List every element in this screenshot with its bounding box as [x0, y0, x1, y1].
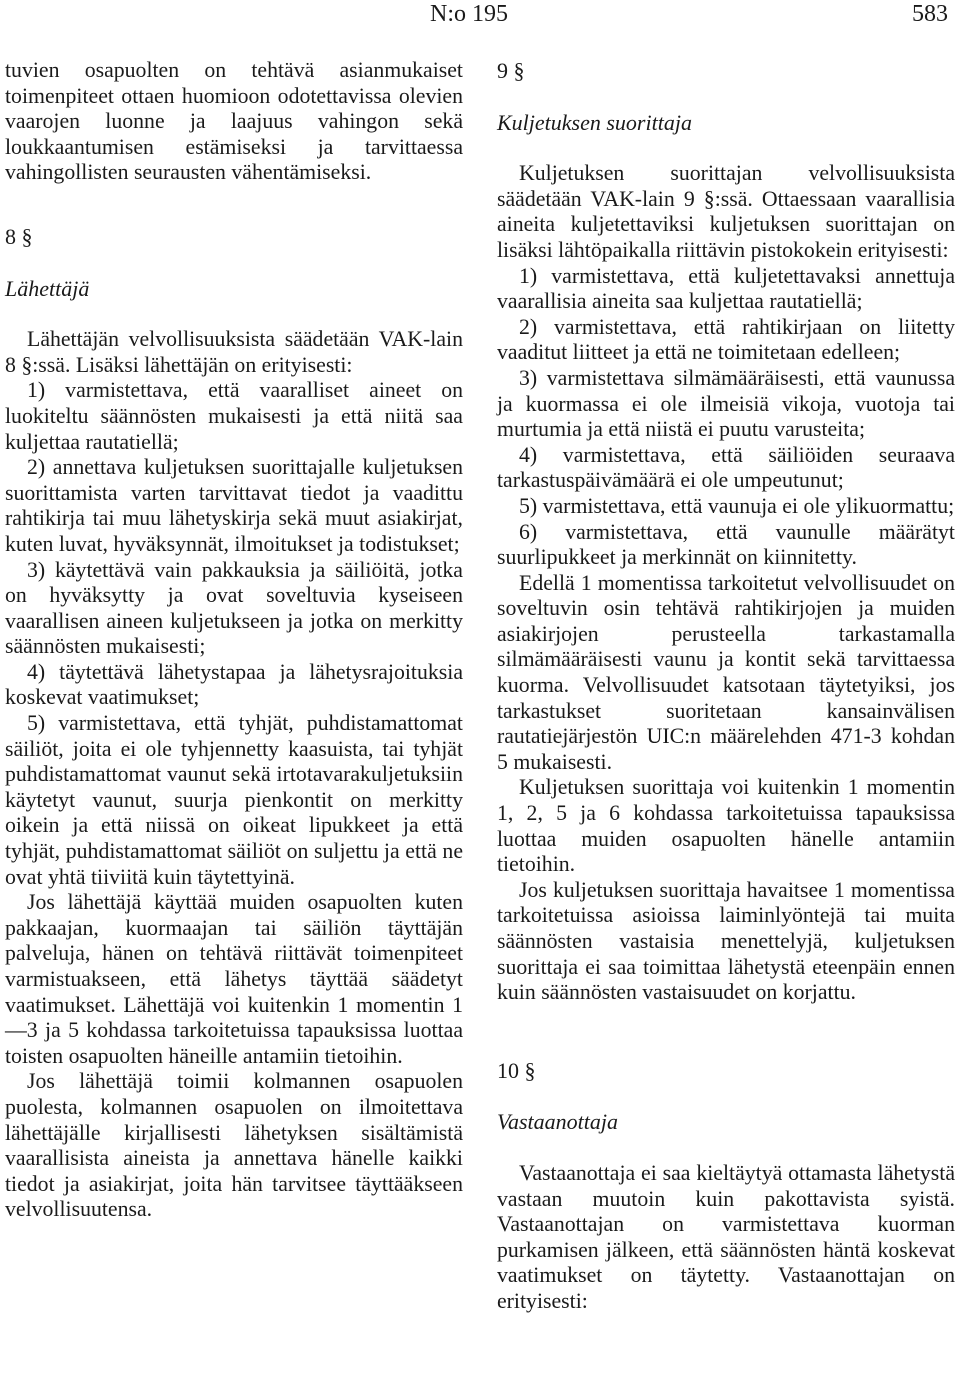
section-10-title: Vastaanottaja — [497, 1109, 619, 1135]
paragraph: Jos kuljetuksen suorittaja havaitsee 1 momentissa tarkoitetuissa asioissa laiminlyöntejä tai muita säännösten vastaisia menettelyjä, kuljetuksen suorittaja ei saa toimittaa lähetystä eteenpäin ennen kuin säännösten vastaisuudet on korjattu. — [497, 877, 955, 1005]
list-item: 1) varmistettava, että vaaralliset aineet on luokiteltu säännösten mukaisesti ja että niitä saa kuljettaa rautatiellä; — [5, 378, 463, 454]
section-9-number: 9 § — [497, 58, 525, 83]
section-10-number: 10 § — [497, 1057, 536, 1083]
list-item: 5) varmistettava, että vaunuja ei ole ylikuormattu; — [519, 493, 955, 518]
issue-number: N:o 195 — [430, 1, 508, 27]
paragraph: Jos lähettäjä käyttää muiden osapuolten kuten pakkaajan, kuormaajan tai säiliön täyttäjän palveluja, hänen on tehtävä riittävät toimenpiteet varmistuakseen, että lähetys täyttää säädetyt vaatimukset. Lähettäjä voi kuitenkin 1 momentin 1—3 ja 5 kohdassa tarkoitetuissa tapauksissa luottaa toisten osapuolten häneille antamiin tietoihin. — [5, 890, 463, 1068]
paragraph: Kuljetuksen suorittajan velvollisuuksista säädetään VAK-lain 9 §:ssä. Ottaessaan vaarallisia aineita kuljetettaviksi kuljetuksen suorittajan on lisäksi lähtöpaikalla riittävin pistokokein erityisesti: — [497, 161, 955, 262]
list-item: 4) täytettävä lähetystapaa ja lähetysrajoituksia koskevat vaatimukset; — [5, 659, 463, 710]
paragraph: Vastaanottaja ei saa kieltäytyä ottamasta lähetystä vastaan muutoin kuin pakottavista syistä. Vastaanottajan on varmistettava kuorman purkamisen jälkeen, että säännösten häntä koskevat vaatimukset on täytetty. Vastaanottajan on erityisesti: — [497, 1160, 955, 1313]
list-item: 3) varmistettava silmämääräisesti, että vaunussa ja kuormassa ei ole ilmeisiä vikoja, vuotoja tai murtumia ja että niistä ei puutu varusteita; — [497, 365, 955, 442]
paragraph: Kuljetuksen suorittaja voi kuitenkin 1 momentin 1, 2, 5 ja 6 kohdassa tarkoitetuissa tapauksissa luottaa muiden osapuolten hänelle antamiin tietoihin. — [497, 775, 955, 877]
right-column — [497, 58, 955, 1315]
list-item: 1) varmistettava, että kuljetettavaksi annettuja vaarallisia aineita saa kuljettaa rautatiellä; — [497, 263, 955, 314]
list-item: 5) varmistettava, että tyhjät, puhdistamattomat säiliöt, joita ei ole tyhjennetty kaasuista, tai tyhjät puhdistamattomat vaunut sekä irtotavarakuljetuksiin käytetyt vaunut, suurja pienkontit on merkitty oikein ja että niissä on oikeat lipukkeet ja että tyhjät, puhdistamattomat säiliöt on suljettu ja että ne ovat yhtä tiiviitä kuin täytettyinä. — [5, 711, 463, 889]
paragraph: Lähettäjän velvollisuuksista säädetään VAK-lain 8 §:ssä. Lisäksi lähettäjän on erityisesti: — [5, 327, 463, 377]
list-item: 2) annettava kuljetuksen suorittajalle kuljetuksen suorittamista varten tarvittavat tiedot ja vaadittu rahtikirja tai muu lähetyskirja sekä muut asiakirjat, kuten luvat, hyväksynnät, ilmoitukset ja todistukset; — [5, 455, 463, 556]
list-item: 3) käytettävä vain pakkauksia ja säiliöitä, jotka on hyväksytty ja ovat soveltuvia kyseiseen vaarallisen aineen kuljetukseen ja jotka on merkitty säännösten mukaisesti; — [5, 557, 463, 659]
list-item: 6) varmistettava, että vaunulle määrätyt suurlipukkeet ja merkinnät on kiinnitetty. — [497, 519, 955, 570]
paragraph: Jos lähettäjä toimii kolmannen osapuolen puolesta, kolmannen osapuolen on ilmoitettava lähettäjälle kirjallisesti lähetyksen sisältämistä vaarallisista aineista ja annettava hänelle kaikki tiedot ja asiakirjat, joita hän tarvitsee täyttääkseen velvollisuutensa. — [5, 1069, 463, 1222]
paragraph: Edellä 1 momentissa tarkoitetut velvollisuudet on soveltuvin osin tehtävä rahtikirjojen ja muiden asiakirjojen perusteella tarkastamalla silmämääräisesti vaunu ja kontit sekä tarvittaessa kuorma. Velvollisuudet katsotaan täytetyiksi, jos tarkastukset suoritetaan kansainvälisen rautatiejärjestön UIC:n määrelehden 471-3 kohdan 5 mukaisesti. — [497, 570, 955, 774]
section-8-title: Lähettäjä — [5, 275, 90, 301]
page-header — [0, 0, 960, 30]
left-column — [5, 58, 463, 1223]
list-item: 4) varmistettava, että säiliöiden seuraava tarkastuspäivämäärä ei ole umpeutunut; — [497, 442, 955, 493]
section-9-title: Kuljetuksen suorittaja — [497, 109, 692, 135]
list-item: 2) varmistettava, että rahtikirjaan on liitetty vaaditut liitteet ja että ne toimitetaan edelleen; — [497, 314, 955, 365]
section-8-number: 8 § — [5, 223, 33, 249]
continued-paragraph: tuvien osapuolten on tehtävä asianmukaiset toimenpiteet ottaen huomioon odotettavissa olevien vaarojen luonne ja laajuus vahingon sekä loukkaantumisen estämiseksi ja tarvittaessa vahingollisten seurausten vähentämiseksi. — [5, 58, 463, 185]
page-number: 583 — [912, 1, 948, 27]
